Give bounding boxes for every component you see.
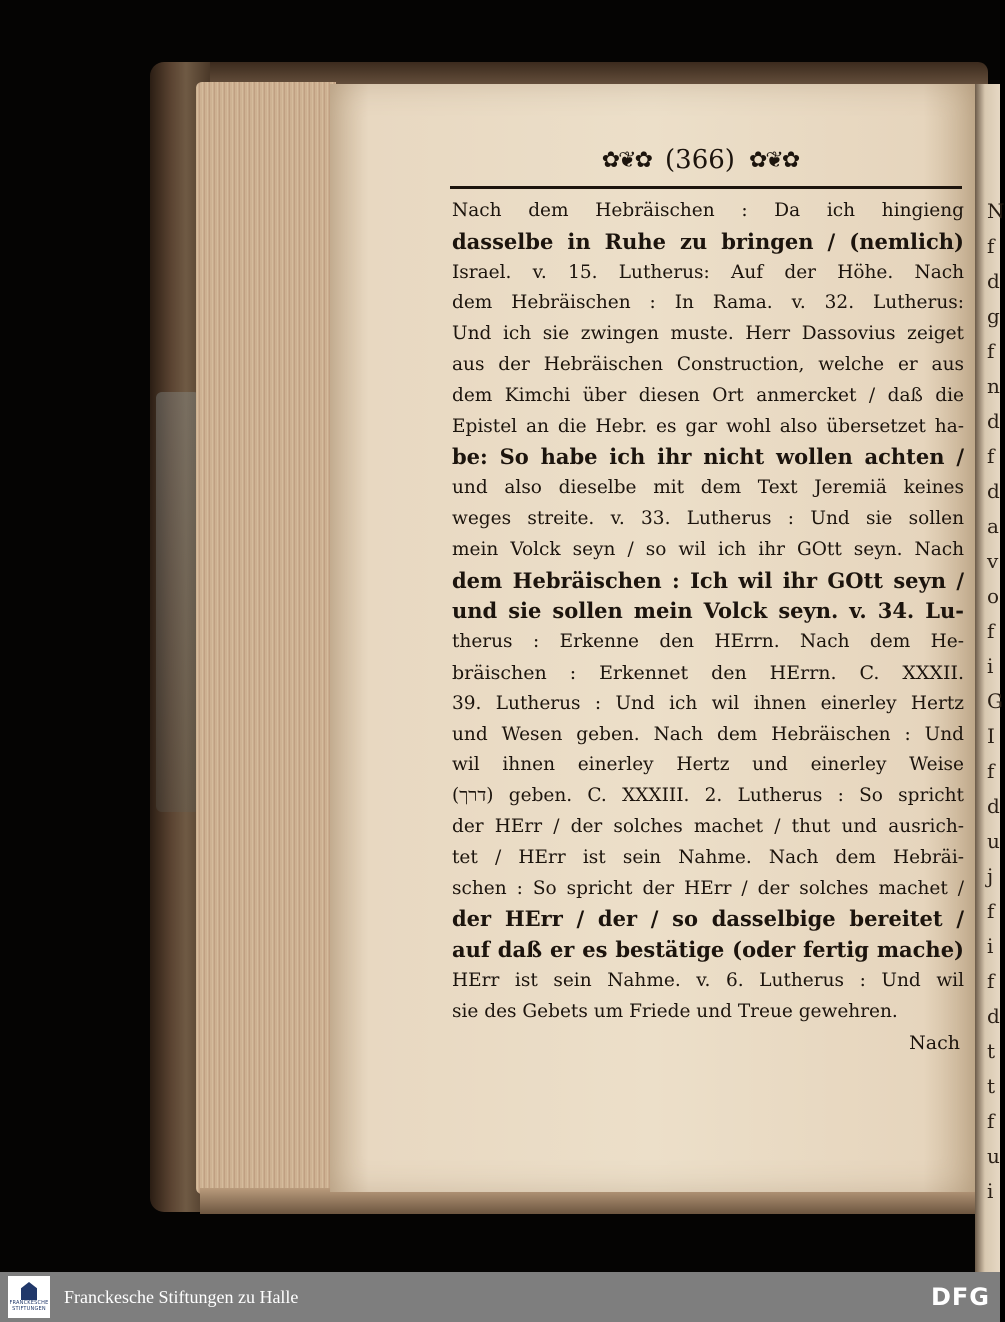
text-line: mein Volck seyn / so wil ich ihr GOtt seyn. Nach	[452, 538, 964, 560]
facing-page-fragment: i	[987, 934, 994, 958]
facing-page-fragment: d	[987, 479, 1000, 503]
facing-page-fragment: f	[987, 759, 995, 783]
text-line: und Wesen geben. Nach dem Hebräischen : Und	[452, 723, 964, 745]
text-line: bräischen : Erkennet den HErrn. C. XXXII.	[452, 661, 964, 684]
facing-page-fragment: t	[987, 1074, 996, 1098]
catchword: Nach	[909, 1031, 960, 1054]
text-line: aus der Hebräischen Construction, welche er aus	[452, 353, 964, 375]
facing-page-fragment: u	[987, 1144, 1000, 1168]
facing-page-fragment: v	[987, 549, 999, 573]
facing-page-fragment: f	[987, 339, 995, 363]
facing-page-fragment: u	[987, 829, 1000, 853]
facing-page-fragment: f	[987, 444, 995, 468]
facing-page-fragment: d	[987, 269, 1000, 293]
text-line: sie des Gebets um Friede und Treue gewehren.	[452, 1000, 898, 1022]
page-number: (366)	[665, 145, 735, 175]
facing-page-fragment: I	[987, 724, 995, 748]
text-line: weges streite. v. 33. Lutherus : Und sie sollen	[452, 507, 964, 529]
facing-page-fragment: i	[987, 1179, 994, 1203]
facing-page-fragment: j	[987, 864, 994, 888]
ornament-left-icon: ✿❦✿	[601, 147, 652, 173]
facing-page-fragment: N	[987, 199, 1005, 223]
text-line: Und ich sie zwingen muste. Herr Dassovius zeiget	[452, 323, 964, 345]
page-header	[580, 140, 820, 180]
text-line: der HErr / der solches machet / thut und ausrich-	[452, 815, 964, 837]
facing-page-fragment: d	[987, 1004, 1000, 1028]
text-line: therus : Erkenne den HErrn. Nach dem He-	[452, 631, 964, 653]
logo-building-icon	[21, 1282, 37, 1300]
text-line: Epistel an die Hebr. es gar wohl also übersetzet ha-	[452, 415, 964, 437]
text-line: der HErr / der / so dasselbige bereitet /	[452, 906, 964, 932]
logo-text-line: FRANCKESCHE	[9, 1300, 49, 1306]
facing-page-fragment: n	[987, 374, 1000, 398]
facing-page-fragment: g	[987, 304, 1000, 328]
dfg-logo[interactable]: DFG	[930, 1283, 990, 1311]
text-line: auf daß er es bestätige (oder fertig mache)	[452, 937, 964, 963]
facing-page-fragment: t	[987, 1039, 996, 1063]
text-line: 39. Lutherus : Und ich wil ihnen einerley Hertz	[452, 692, 964, 714]
text-line: dem Hebräischen : Ich wil ihr GOtt seyn /	[452, 567, 964, 593]
footer-bar	[0, 1272, 1000, 1322]
page-edges	[196, 82, 336, 1194]
cover-stain	[156, 392, 200, 812]
text-line: und also dieselbe mit dem Text Jeremiä keines	[452, 477, 964, 499]
facing-page-fragment: a	[987, 514, 999, 538]
text-line: dem Kimchi über diesen Ort anmercket / daß die	[452, 384, 964, 406]
text-line: wil ihnen einerley Hertz und einerley Weise	[452, 754, 964, 776]
facing-page-fragment: f	[987, 1109, 995, 1133]
facing-page-fragment: f	[987, 234, 995, 258]
facing-page-fragment: G	[987, 689, 1003, 713]
text-line: be: So habe ich ihr nicht wollen achten /	[452, 444, 964, 470]
facing-page-edge	[975, 84, 1005, 1302]
facing-page-fragment: f	[987, 969, 995, 993]
text-line: und sie sollen mein Volck seyn. v. 34. Lu-	[452, 598, 964, 624]
facing-page-fragment: f	[987, 899, 995, 923]
ornament-right-icon: ✿❦✿	[748, 147, 799, 173]
text-line: HErr ist sein Nahme. v. 6. Lutherus : Und wil	[452, 969, 964, 991]
logo-text-line: STIFTUNGEN	[12, 1306, 46, 1312]
text-line: tet / HErr ist sein Nahme. Nach dem Hebräi-	[452, 846, 964, 868]
text-line: Israel. v. 15. Lutherus: Auf der Höhe. Nach	[452, 261, 964, 283]
facing-page-fragment: o	[987, 584, 1000, 608]
institution-title[interactable]: Franckesche Stiftungen zu Halle	[64, 1286, 299, 1307]
text-line: dem Hebräischen : In Rama. v. 32. Lutherus:	[452, 292, 964, 314]
text-line: Nach dem Hebräischen : Da ich hingieng	[452, 200, 964, 221]
page-text	[452, 196, 964, 1058]
text-line: (דרך) geben. C. XXXIII. 2. Lutherus : So spricht	[452, 785, 964, 807]
text-line: schen : So spricht der HErr / der solches machet /	[452, 877, 964, 899]
facing-page-fragment: f	[987, 619, 995, 643]
franckesche-logo-icon[interactable]	[8, 1276, 50, 1318]
header-rule	[450, 186, 962, 189]
facing-page-fragment: i	[987, 654, 994, 678]
facing-page-fragment: d	[987, 409, 1000, 433]
text-line: dasselbe in Ruhe zu bringen / (nemlich)	[452, 228, 964, 254]
facing-page-fragment: d	[987, 794, 1000, 818]
logo-text	[9, 1300, 48, 1312]
